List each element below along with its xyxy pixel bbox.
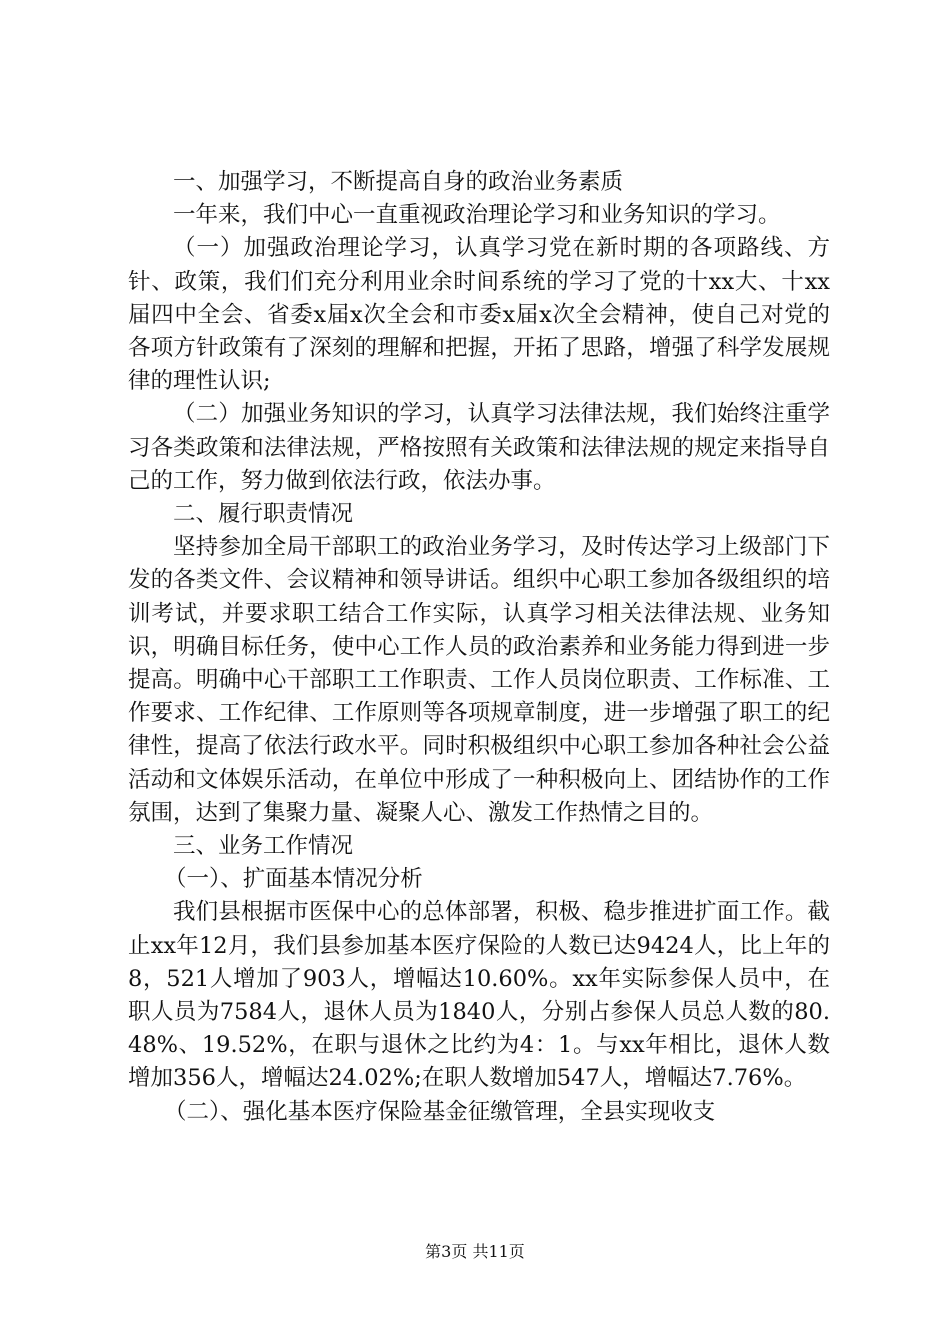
page-footer	[0, 1242, 950, 1262]
section-heading-1: 一、加强学习，不断提高自身的政治业务素质	[173, 169, 624, 195]
paragraph-expansion-analysis: 我们县根据市医保中心的总体部署，积极、稳步推进扩面工作。截止xx年12月，我们县参加基本医疗保险的人数已达9424人，比上年的8，521人增加了903人，增幅达10.60%。xx年实际参保人员中，在职人员为7584人，退休人员为1840人，分别占参保人员总人数的80.48%、19.52%，在职与退休之比约为4：1。与xx年相比，退休人数增加356人，增幅达24.02%;在职人数增加547人，增幅达7.76%。	[128, 899, 830, 1092]
paragraph-fund-collection: （二）、强化基本医疗保险基金征缴管理，全县实现收支	[164, 1098, 716, 1125]
paragraph-political-study: （一）加强政治理论学习，认真学习党在新时期的各项路线、方针、政策，我们们充分利用业余时间系统的学习了党的十xx大、十xx届四中全会、省委x届x次全会和市委x届x次全会精神，使自己对党的各项方针政策有了深刻的理解和把握，开拓了思路，增强了科学发展规律的理性认识;	[128, 235, 830, 395]
document-body	[128, 166, 830, 1129]
paragraph-intro: 一年来，我们中心一直重视政治理论学习和业务知识的学习。	[173, 202, 781, 229]
subsection-heading-expansion: （一）、扩面基本情况分析	[164, 866, 423, 893]
section-heading-2: 二、履行职责情况	[173, 501, 354, 528]
section-heading-3: 三、业务工作情况	[173, 833, 354, 860]
paragraph-duties: 坚持参加全局干部职工的政治业务学习，及时传达学习上级部门下发的各类文件、会议精神和领导讲话。组织中心职工参加各级组织的培训考试，并要求职工结合工作实际，认真学习相关法律法规、业务知识，明确目标任务，使中心工作人员的政治素养和业务能力得到进一步提高。明确中心干部职工工作职责、工作人员岗位职责、工作标准、工作要求、工作纪律、工作原则等各项规章制度，进一步增强了职工的纪律性，提高了依法行政水平。同时积极组织中心职工参加各种社会公益活动和文体娱乐活动，在单位中形成了一种积极向上、团结协作的工作氛围，达到了集聚力量、凝聚人心、激发工作热情之目的。	[128, 534, 830, 826]
paragraph-business-study: （二）加强业务知识的学习，认真学习法律法规，我们始终注重学习各类政策和法律法规，严格按照有关政策和法律法规的规定来指导自己的工作，努力做到依法行政，依法办事。	[128, 401, 830, 494]
page-number-label: 第3页 共11页	[425, 1242, 525, 1261]
